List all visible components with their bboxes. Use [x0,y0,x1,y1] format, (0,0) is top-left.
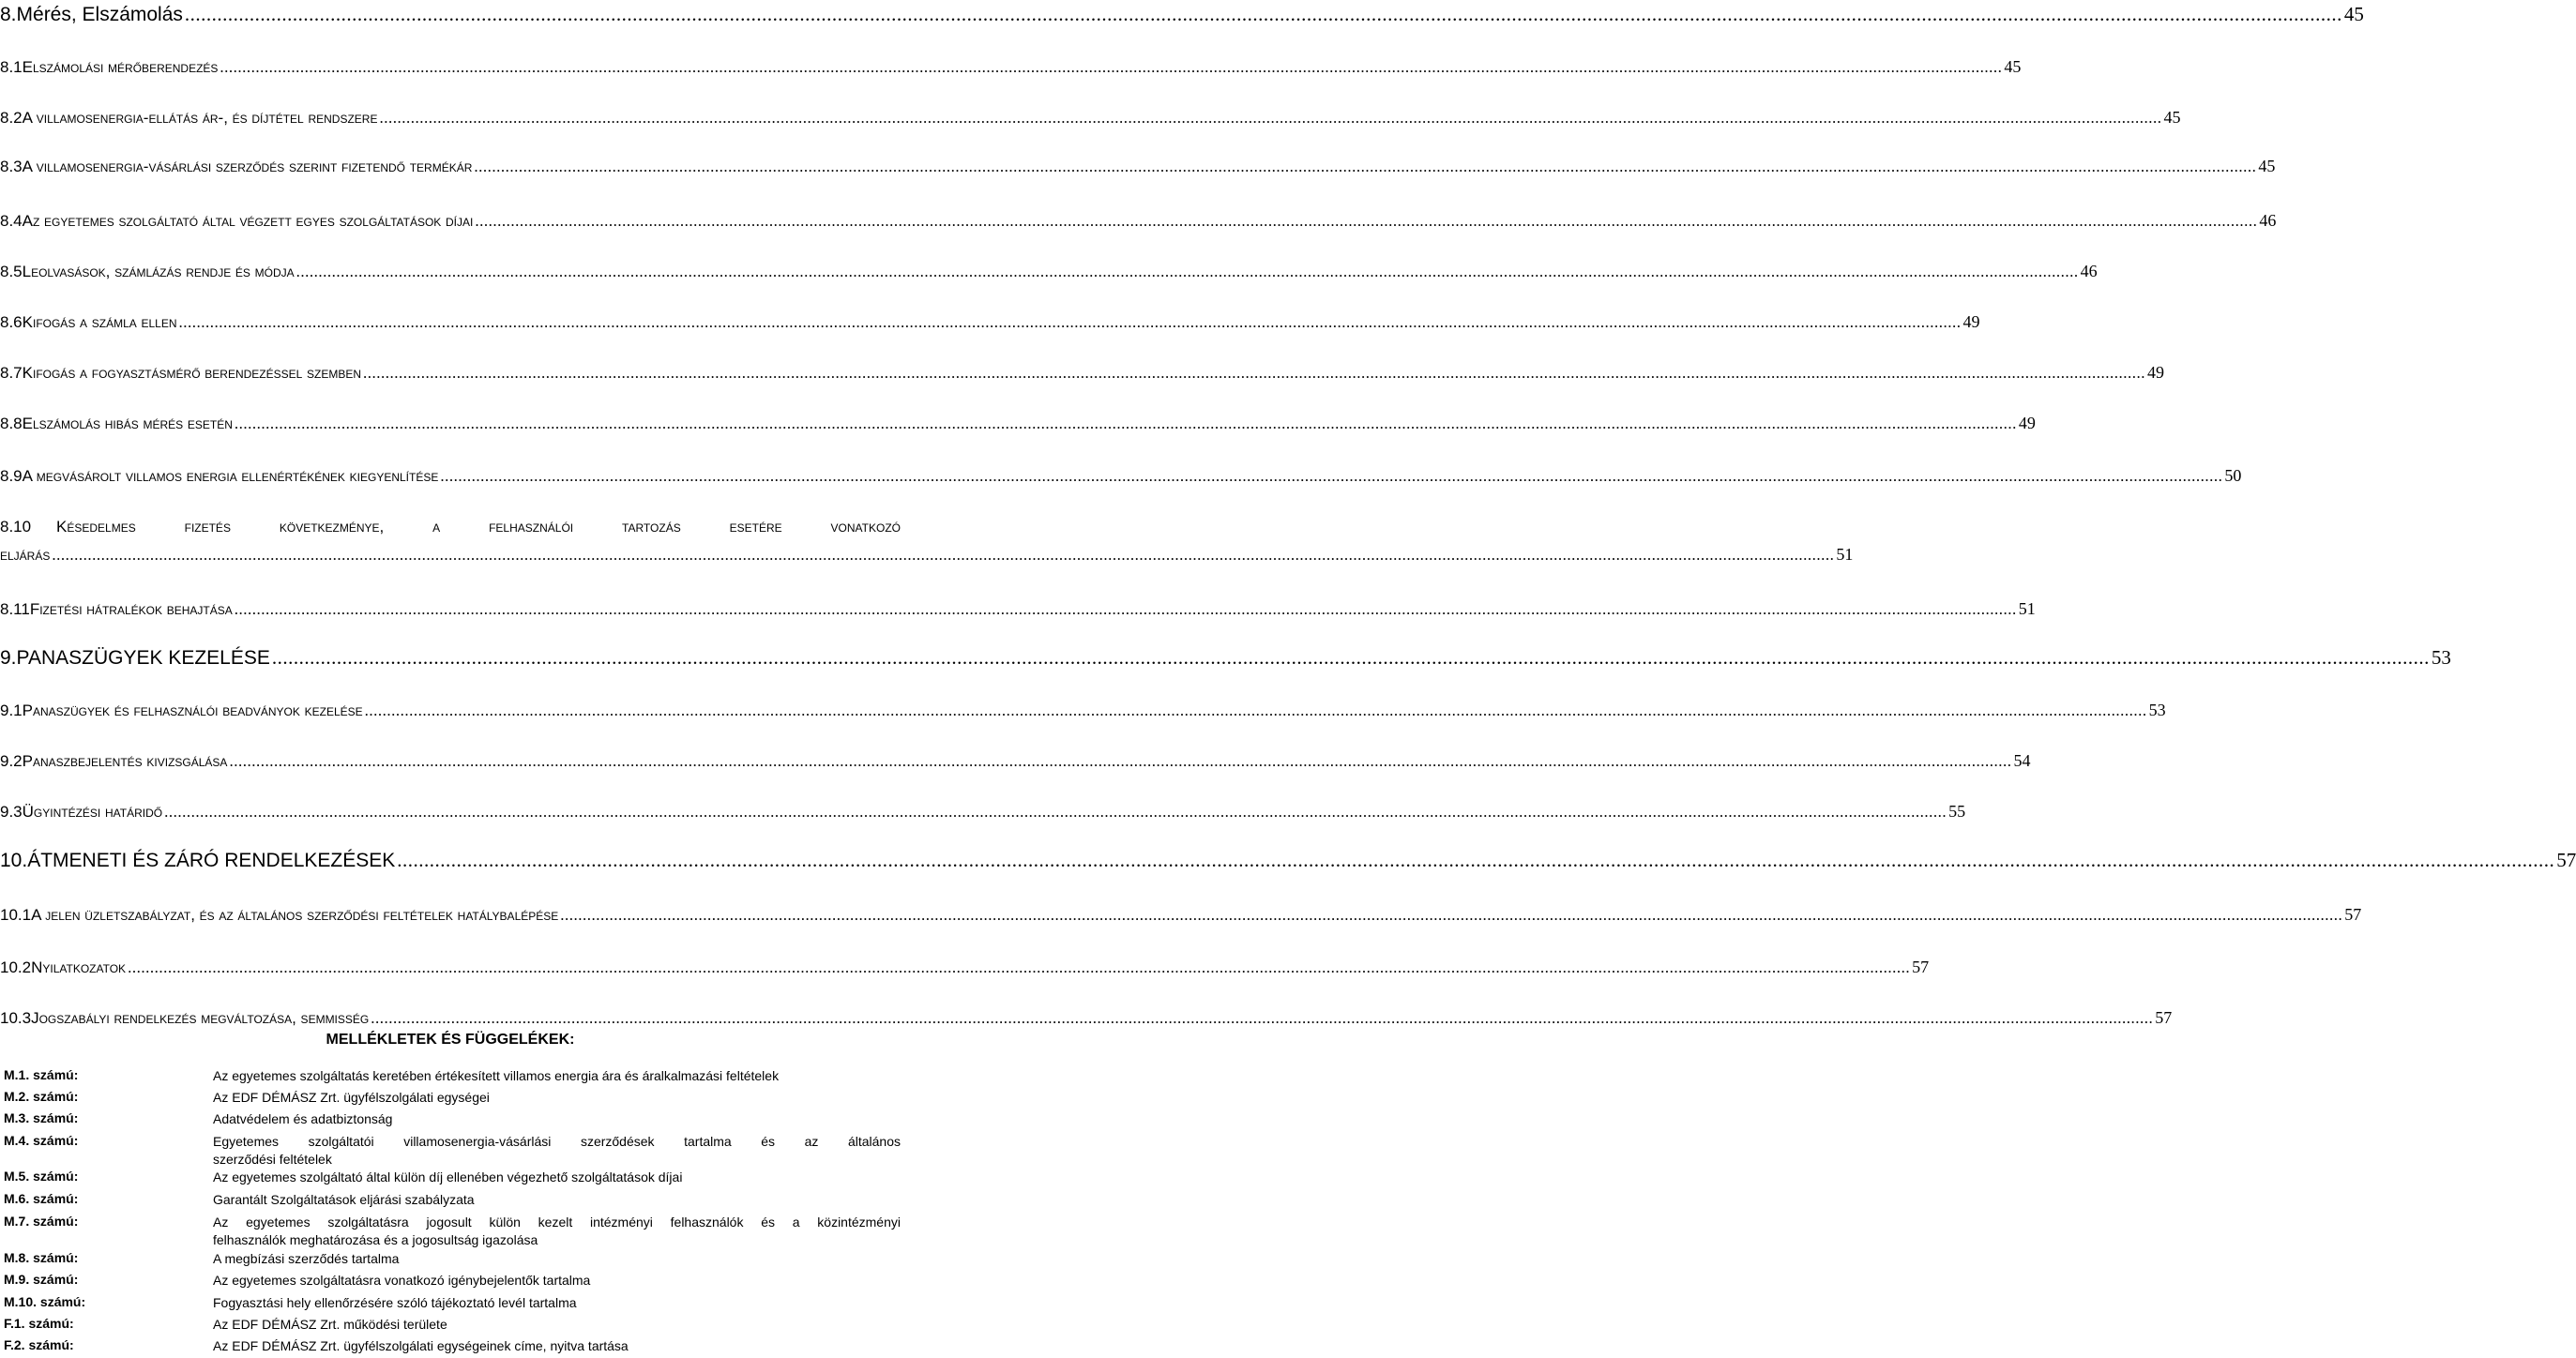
toc-entry-number: 8.11 [0,600,30,618]
toc-leader-dots: ................................................................................................................................................................................................................................................................................................................................................................................................................ [220,58,2003,76]
toc-page-number: 45 [2258,157,2276,175]
toc-entry-number: 9. [0,647,17,669]
annex-description-text: Garantált Szolgáltatások eljárási szabályzata [213,1192,475,1207]
annex-description-cont: felhasználók meghatározása és a jogosultság igazolása [213,1232,538,1247]
toc-entry-number: 8.8 [0,415,23,432]
annex-description-text: Fogyasztási hely ellenőrzésére szóló tájékoztató levél tartalma [213,1295,577,1310]
toc-entry-number: 8.3 [0,158,23,175]
toc-leader-dots: ................................................................................................................................................................................................................................................................................................................................................................................................................ [364,702,2147,719]
annex-code: M.1. számú: [4,1067,79,1082]
toc-page-number: 53 [2431,646,2451,669]
toc-entry-number: 8.10 [0,518,32,536]
annex-code: M.7. számú: [4,1214,79,1229]
annex-description [213,1337,901,1355]
annex-code: M.6. számú: [4,1191,79,1206]
annex-code: M.2. számú: [4,1089,79,1104]
toc-entry-title: Panaszbejelentés kivizsgálása [22,752,228,770]
annex-description [213,1169,901,1186]
toc-leader-dots: ................................................................................................................................................................................................................................................................................................................................................................................................................ [229,752,2012,770]
toc-entry-title: Jogszabályi rendelkezés megváltozása, semmisség [31,1009,370,1027]
annex-code: M.8. számú: [4,1250,79,1265]
toc-leader-dots: ................................................................................................................................................................................................................................................................................................................................................................................................................ [164,803,1947,821]
toc-entry-number: 8.1 [0,58,23,76]
toc-entry-title: Nyilatkozatok [31,958,127,976]
toc-entry-title: A villamosenergia-ellátás ár-, és díjtétel rendszere [22,109,378,127]
toc-entry-number: 8.4 [0,212,23,230]
annex-description-text: Az EDF DÉMÁSZ Zrt. ügyfélszolgálati egységeinek címe, nyitva tartása [213,1338,629,1353]
toc-page-number: 45 [2163,108,2181,127]
toc-leader-dots: ................................................................................................................................................................................................................................................................................................................................................................................................................ [234,600,2017,618]
toc-entry-number: 8.6 [0,313,23,331]
toc-page-number: 50 [2224,466,2242,485]
annex-description [213,1316,901,1334]
toc-page-number: 57 [2556,849,2576,871]
toc-entry-title: Panaszügyek és felhasználói beadványok kezelése [22,702,363,719]
toc-entry-title: Fizetési hátralékok behajtása [29,600,233,618]
annex-code: M.10. számú: [4,1294,86,1309]
toc-entry-number: 8. [0,4,17,25]
toc-leader-dots: ................................................................................................................................................................................................................................................................................................................................................................................................................ [397,849,2555,871]
toc-entry-number: 8.7 [0,364,23,382]
toc-page-number: 57 [2344,905,2362,924]
annex-code: M.3. számú: [4,1110,79,1125]
toc-page-number: 57 [1912,958,1930,976]
annex-code: F.1. számú: [4,1316,74,1331]
annex-description [213,1294,901,1312]
annex-heading: MELLÉKLETEK ÉS FÜGGELÉKEK: [326,1032,575,1048]
toc-entry-title: Leolvasások, számlázás rendje és módja [22,263,295,280]
toc-leader-dots: ................................................................................................................................................................................................................................................................................................................................................................................................................ [363,364,2146,382]
annex-description-text: Az EDF DÉMÁSZ Zrt. működési területe [213,1317,447,1332]
toc-entry-title: Mérés, Elszámolás [16,4,183,25]
annex-description [213,1089,901,1107]
toc-entry-title: Elszámolás hibás mérés esetén [22,415,233,432]
toc-leader-dots: ................................................................................................................................................................................................................................................................................................................................................................................................................ [178,313,1962,331]
annex-description-text: A megbízási szerződés tartalma [213,1251,400,1266]
toc-entry-title: A jelen üzletszabályzat, és az általános szerződési feltételek hatálybalépése [31,906,559,924]
toc-entry-number: 9.2 [0,752,23,770]
toc-entry-title: Késedelmes fizetés következménye, a felhasználói tartozás esetére vonatkozó [56,518,901,536]
annex-description [213,1250,901,1268]
annex-description-text: Az egyetemes szolgáltatásra vonatkozó igénybejelentők tartalma [213,1273,591,1288]
toc-leader-dots: ................................................................................................................................................................................................................................................................................................................................................................................................................ [295,263,2079,280]
toc-entry-title: Kifogás a számla ellen [22,313,177,331]
toc-page-number: 54 [2013,751,2031,770]
toc-page-number: 45 [2004,57,2022,76]
annex-description-text: Az egyetemes szolgáltatásra jogosult külön kezelt intézményi felhasználók és a közintézményi [213,1215,901,1230]
toc-entry-title: ÁTMENETI ÉS ZÁRÓ RENDELKEZÉSEK [27,850,396,871]
annex-code: M.9. számú: [4,1272,79,1287]
toc-page-number: 49 [2147,363,2165,382]
toc-entry-title: Az egyetemes szolgáltató által végzett egyes szolgáltatások díjai [22,212,474,230]
annex-code: M.4. számú: [4,1133,79,1148]
toc-entry-number: 8.2 [0,109,23,127]
toc-entry-number: 8.5 [0,263,23,280]
toc-leader-dots: ................................................................................................................................................................................................................................................................................................................................................................................................................ [440,467,2223,485]
annex-description-cont: szerződési feltételek [213,1152,332,1167]
toc-leader-dots: ................................................................................................................................................................................................................................................................................................................................................................................................................ [234,415,2017,432]
toc-leader-dots: ................................................................................................................................................................................................................................................................................................................................................................................................................ [128,958,1911,976]
toc-page-number: 46 [2080,262,2098,280]
toc-leader-dots: ................................................................................................................................................................................................................................................................................................................................................................................................................ [184,3,2342,25]
toc-entry-number: 10.1 [0,906,32,924]
annex-description [213,1110,901,1128]
toc-entry-title: A villamosenergia-vásárlási szerződés szerint fizetendő termékár [22,158,473,175]
annex-description-text: Egyetemes szolgáltatói villamosenergia-vásárlási szerződések tartalma és az általános [213,1134,901,1149]
toc-page-number: 49 [1962,312,1980,331]
annex-description [213,1214,901,1249]
annex-description-text: Az EDF DÉMÁSZ Zrt. ügyfélszolgálati egységei [213,1090,490,1105]
toc-leader-dots: ................................................................................................................................................................................................................................................................................................................................................................................................................ [52,546,1835,564]
toc-page-number: 45 [2343,3,2364,25]
annex-description-text: Az egyetemes szolgáltatás keretében értékesített villamos energia ára és áralkalmazási feltételek [213,1068,780,1083]
toc-entry-number: 10.2 [0,958,32,976]
annex-description [213,1133,901,1169]
toc-entry-title: Elszámolási mérőberendezés [22,58,219,76]
toc-page-number: 55 [1948,802,1966,821]
toc-entry-number: 9.1 [0,702,23,719]
toc-leader-dots: ................................................................................................................................................................................................................................................................................................................................................................................................................ [271,646,2430,669]
toc-entry-number: 8.9 [0,467,23,485]
toc-page-number: 53 [2148,701,2166,719]
toc-entry-title-cont: eljárás [0,546,51,564]
toc-entry-number: 9.3 [0,803,23,821]
toc-entry-number: 10.3 [0,1009,32,1027]
toc-page-number: 57 [2155,1008,2173,1027]
toc-page-number: 46 [2259,211,2277,230]
toc-entry-title: Ügyintézési határidő [22,803,163,821]
toc-leader-dots: ................................................................................................................................................................................................................................................................................................................................................................................................................ [379,109,2162,127]
toc-page-number: 51 [2018,599,2036,618]
annex-code: M.5. számú: [4,1169,79,1184]
annex-description [213,1191,901,1209]
toc-entry-number: 10. [0,850,28,871]
annex-description [213,1067,901,1085]
toc-leader-dots: ................................................................................................................................................................................................................................................................................................................................................................................................................ [474,158,2257,175]
annex-code: F.2. számú: [4,1337,74,1352]
toc-leader-dots: ................................................................................................................................................................................................................................................................................................................................................................................................................ [475,212,2258,230]
toc-entry-title: A megvásárolt villamos energia ellenértékének kiegyenlítése [22,467,439,485]
toc-leader-dots: ................................................................................................................................................................................................................................................................................................................................................................................................................ [560,906,2343,924]
toc-page-number: 49 [2018,414,2036,432]
toc-entry-title: Kifogás a fogyasztásmérő berendezéssel szemben [22,364,362,382]
toc-entry-title: PANASZÜGYEK KEZELÉSE [16,647,270,669]
toc-page-number: 51 [1836,545,1854,564]
annex-description-text: Adatvédelem és adatbiztonság [213,1111,393,1126]
annex-description [213,1272,901,1290]
annex-description-text: Az egyetemes szolgáltató által külön díj ellenében végezhető szolgáltatások díjai [213,1169,683,1184]
toc-leader-dots: ................................................................................................................................................................................................................................................................................................................................................................................................................ [371,1009,2154,1027]
